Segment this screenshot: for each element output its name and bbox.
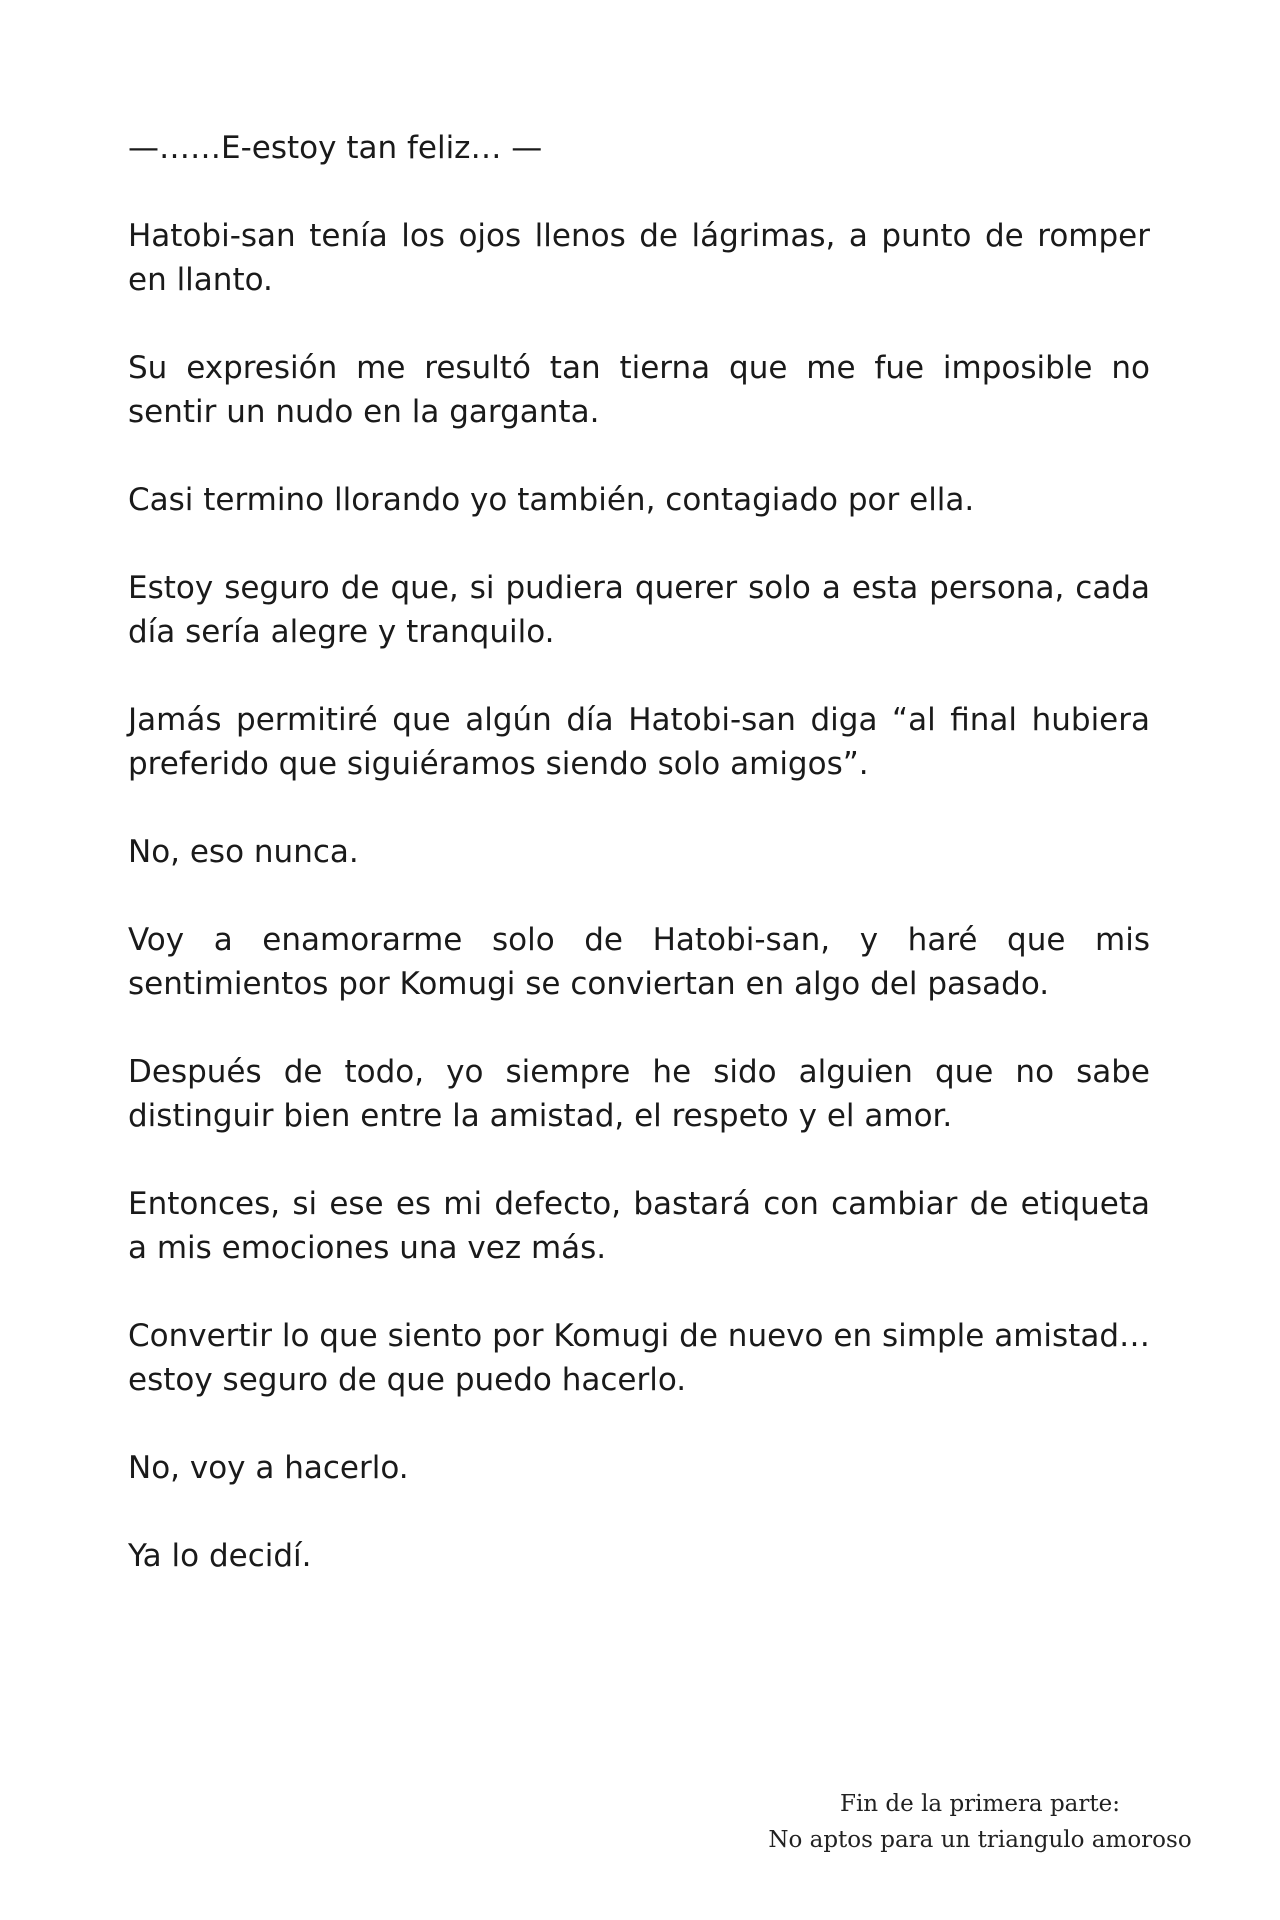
paragraph-5: Estoy seguro de que, si pudiera querer solo a esta persona, cada día sería alegre y tranquilo. — [128, 570, 1150, 650]
paragraph-11: Convertir lo que siento por Komugi de nuevo en simple amistad… estoy seguro de que puedo hacerlo. — [128, 1318, 1150, 1398]
paragraph-8: Voy a enamorarme solo de Hatobi-san, y haré que mis sentimientos por Komugi se conviertan en algo del pasado. — [128, 922, 1150, 1002]
chapter-end-note — [700, 1786, 1260, 1858]
body-text — [128, 126, 1150, 1622]
paragraph-9: Después de todo, yo siempre he sido alguien que no sabe distinguir bien entre la amistad, el respeto y el amor. — [128, 1054, 1150, 1134]
paragraph-4: Casi termino llorando yo también, contagiado por ella. — [128, 482, 975, 518]
paragraph-12: No, voy a hacerlo. — [128, 1450, 409, 1486]
footer-line-1: Fin de la primera parte: — [839, 1791, 1120, 1817]
paragraph-10: Entonces, si ese es mi defecto, bastará con cambiar de etiqueta a mis emociones una vez más. — [128, 1186, 1150, 1266]
paragraph-7: No, eso nunca. — [128, 834, 359, 870]
paragraph-13: Ya lo decidí. — [128, 1538, 312, 1574]
paragraph-3: Su expresión me resultó tan tierna que me fue imposible no sentir un nudo en la garganta. — [128, 350, 1150, 430]
paragraph-2: Hatobi-san tenía los ojos llenos de lágrimas, a punto de romper en llanto. — [128, 218, 1150, 298]
footer-line-2: No aptos para un triangulo amoroso — [768, 1827, 1192, 1853]
paragraph-1: —……E-estoy tan feliz… — — [128, 130, 543, 166]
paragraph-6: Jamás permitiré que algún día Hatobi-san diga “al final hubiera preferido que siguiéramos siendo solo amigos”. — [128, 702, 1150, 782]
